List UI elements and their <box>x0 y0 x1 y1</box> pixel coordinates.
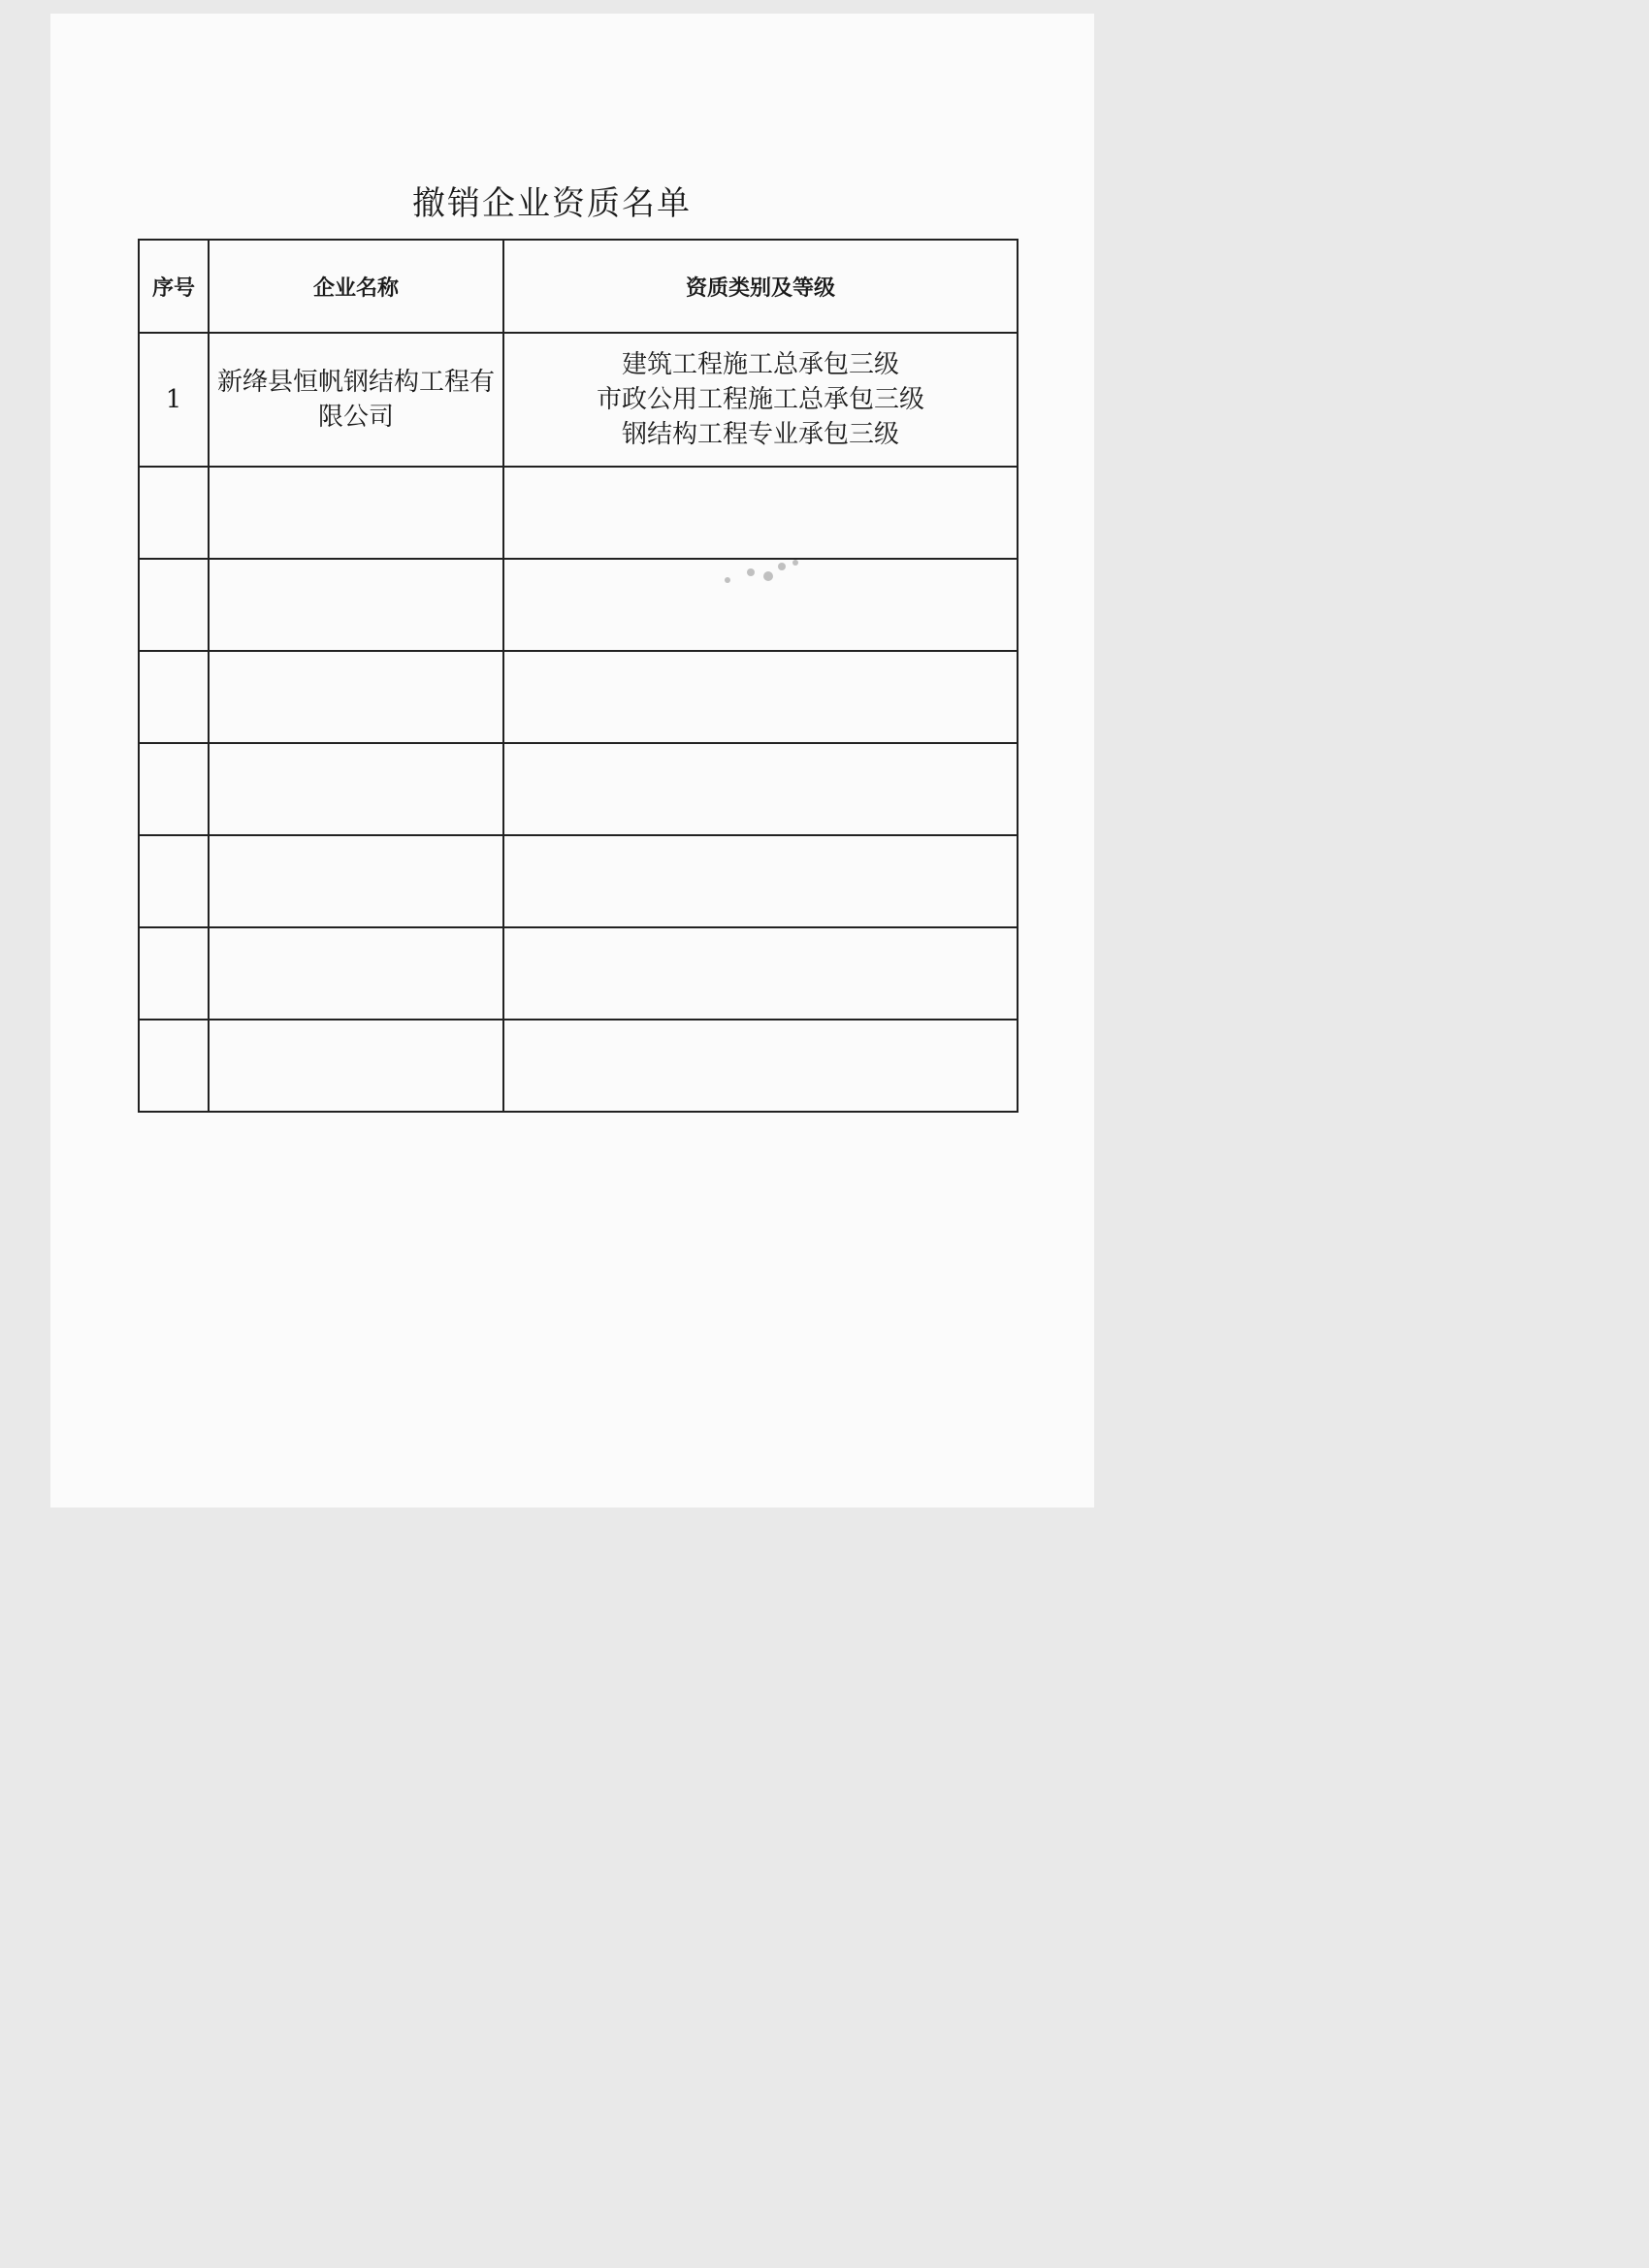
row-seq: 1 <box>139 333 209 467</box>
qualification-line: 建筑工程施工总承包三级 <box>621 350 899 379</box>
empty-cell <box>503 651 1018 743</box>
qualification-line: 市政公用工程施工总承包三级 <box>596 385 924 414</box>
empty-cell <box>139 1020 209 1112</box>
empty-cell <box>209 1020 503 1112</box>
empty-cell <box>209 559 503 651</box>
empty-cell <box>209 927 503 1020</box>
empty-row <box>139 559 1018 651</box>
empty-row <box>139 743 1018 835</box>
row-company: 新绛县恒帆钢结构工程有限公司 <box>209 333 503 467</box>
header-seq: 序号 <box>139 240 209 333</box>
empty-cell <box>139 835 209 927</box>
empty-cell <box>503 743 1018 835</box>
table-row <box>139 333 1018 467</box>
empty-cell <box>503 835 1018 927</box>
empty-cell <box>139 743 209 835</box>
revocation-table <box>138 239 1018 1113</box>
empty-row <box>139 651 1018 743</box>
empty-row <box>139 467 1018 559</box>
header-company: 企业名称 <box>209 240 503 333</box>
document-title: 撤销企业资质名单 <box>412 184 692 223</box>
empty-cell <box>209 835 503 927</box>
empty-cell <box>503 467 1018 559</box>
empty-row <box>139 927 1018 1020</box>
table-header-row <box>139 240 1018 333</box>
empty-cell <box>209 651 503 743</box>
empty-cell <box>139 559 209 651</box>
header-qualification: 资质类别及等级 <box>503 240 1018 333</box>
empty-cell <box>139 927 209 1020</box>
scan-smudge <box>718 555 807 588</box>
empty-cell <box>503 1020 1018 1112</box>
empty-cell <box>503 927 1018 1020</box>
row-qualifications <box>503 333 1018 467</box>
empty-row <box>139 835 1018 927</box>
empty-cell <box>209 467 503 559</box>
empty-cell <box>139 651 209 743</box>
empty-cell <box>139 467 209 559</box>
empty-row <box>139 1020 1018 1112</box>
empty-cell <box>209 743 503 835</box>
qualification-line: 钢结构工程专业承包三级 <box>621 420 899 449</box>
